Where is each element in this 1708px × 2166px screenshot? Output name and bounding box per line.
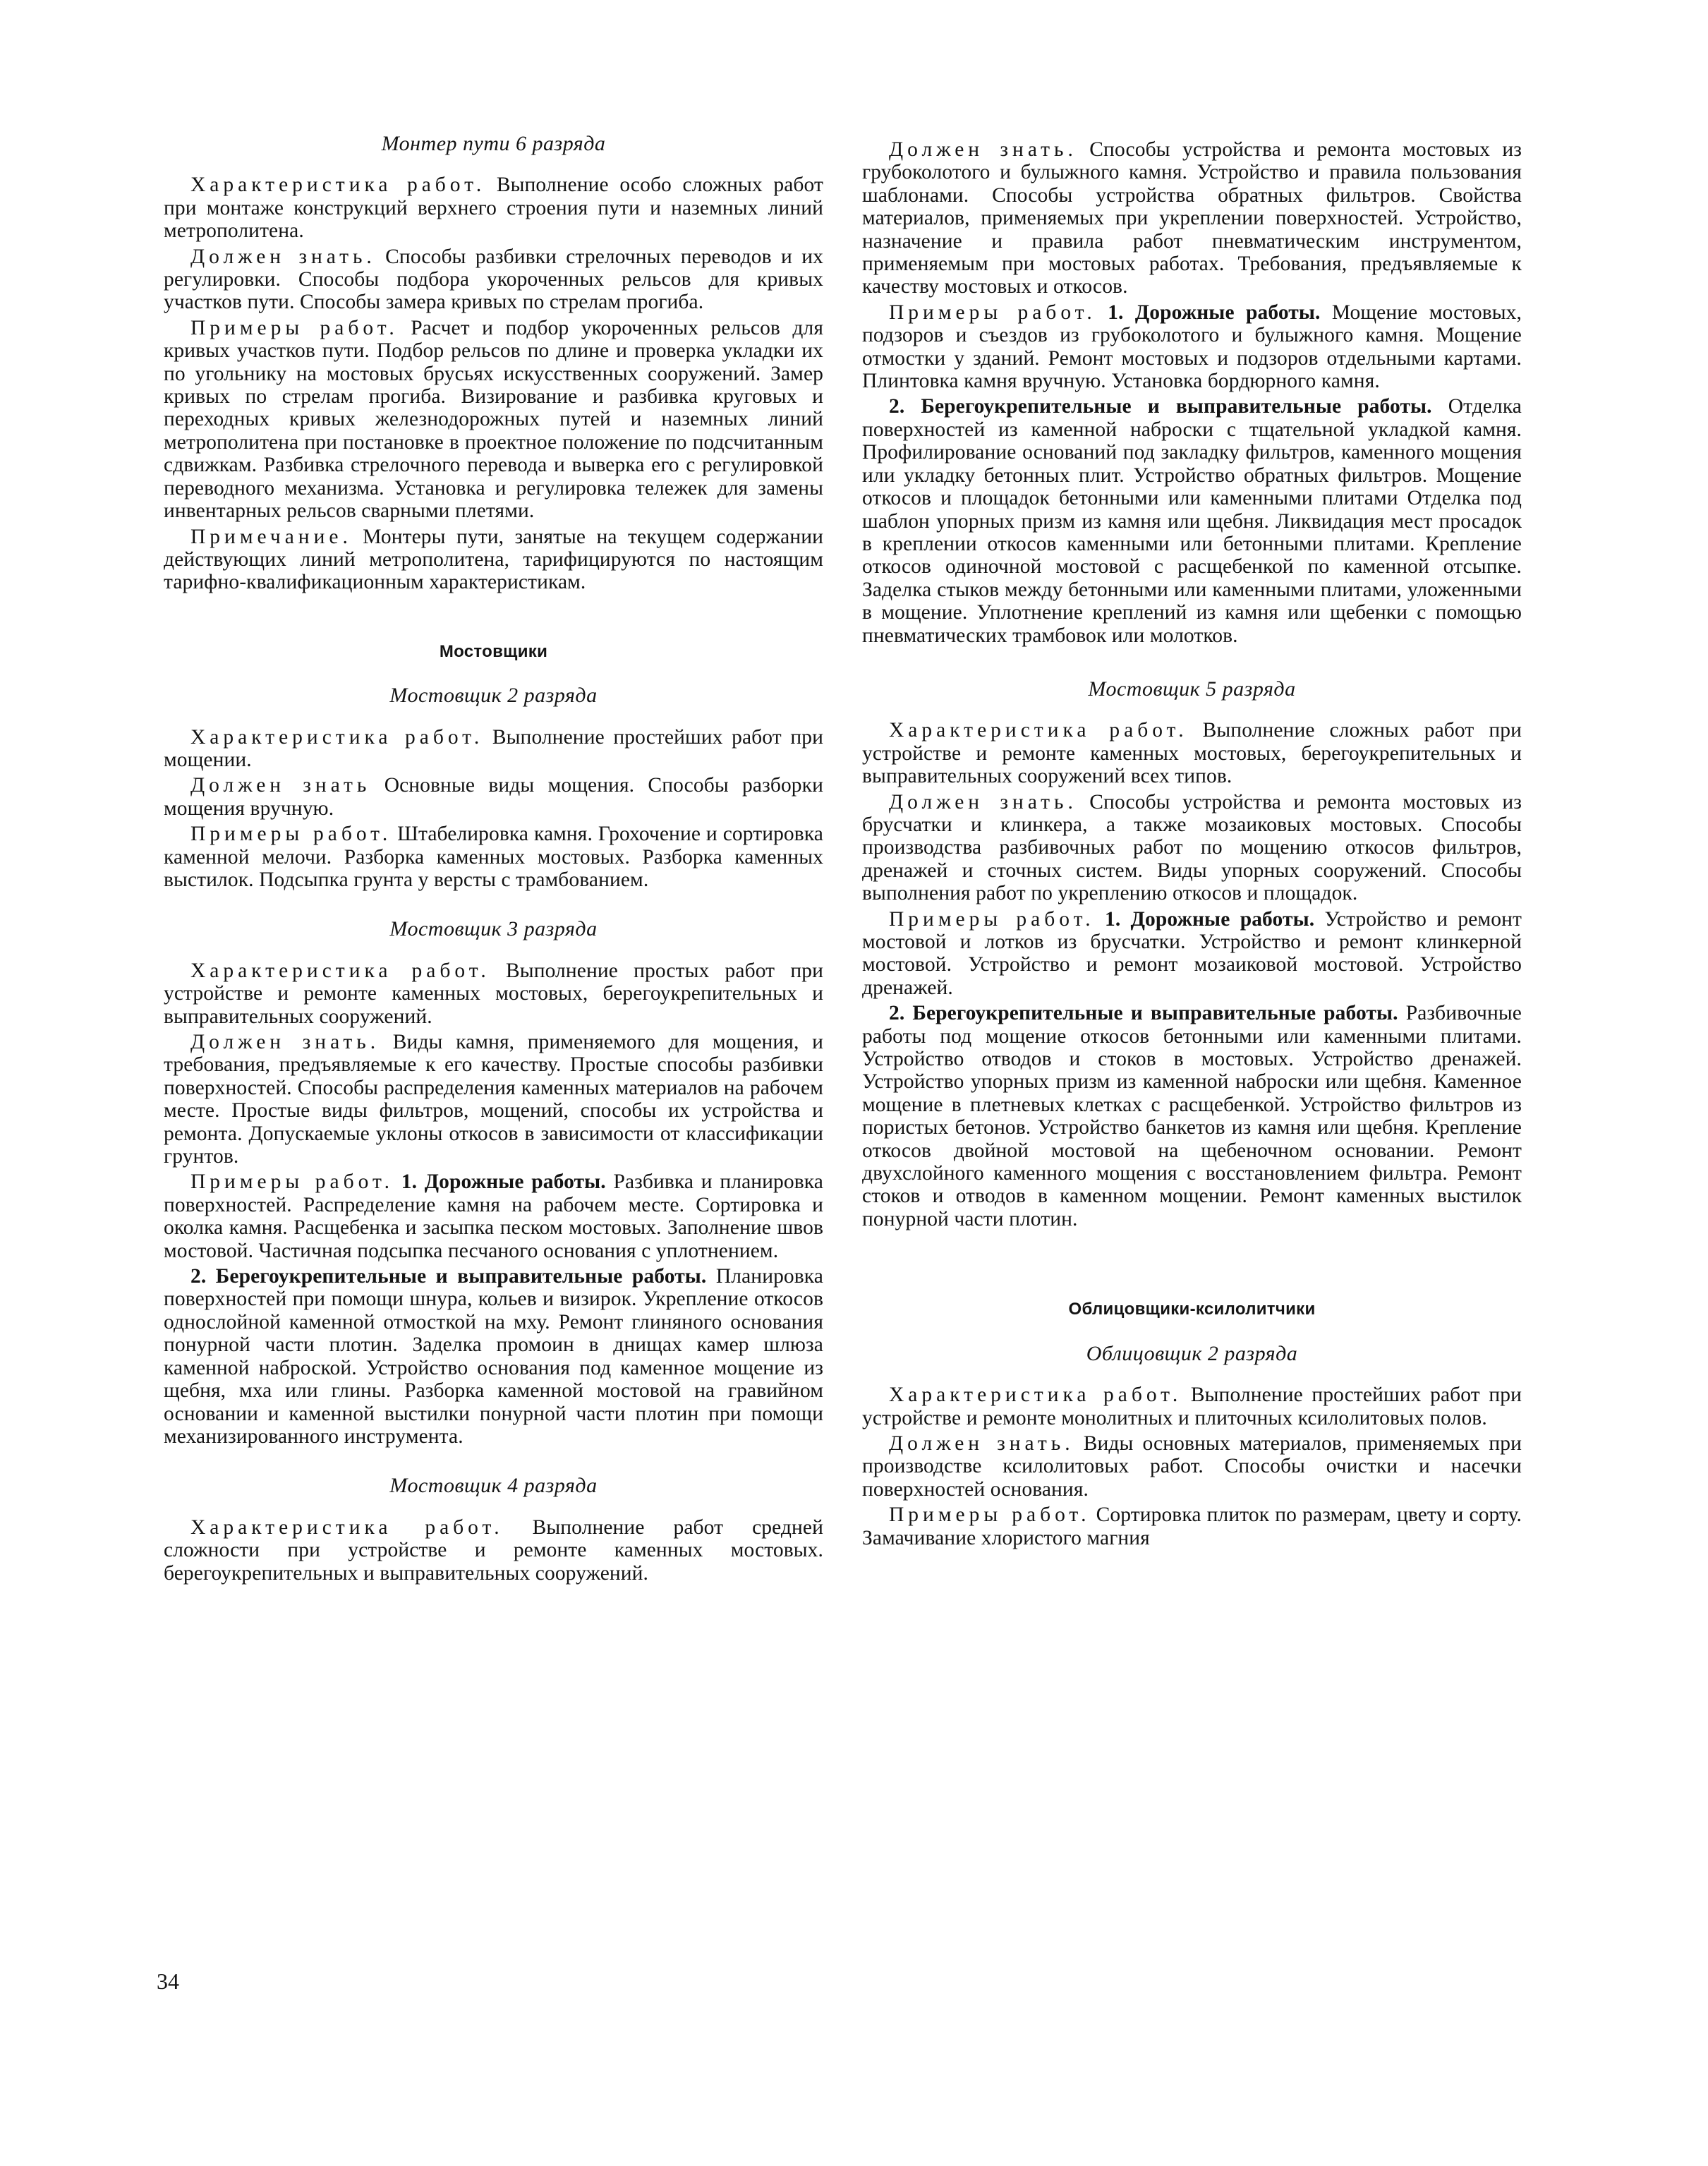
- paragraph: [164, 774, 823, 820]
- paragraph-text: Выполнение особо сложных работ при монтаже конструкций верхнего строения пути и наземных линий метрополитена.: [164, 174, 823, 243]
- right-column: [862, 138, 1522, 1549]
- term-label: Характеристика работ.: [190, 174, 486, 197]
- left-column: [164, 133, 823, 1585]
- term-label: Должен знать.: [889, 138, 1077, 161]
- subheading-most-2: Мостовщик 2 разряда: [389, 684, 598, 708]
- page-number: 34: [157, 1968, 179, 1994]
- paragraph-text: Разбивочные работы под мощение откосов бетонными или каменными плитами. Устройство отводов и стоков в мостовых. Устройство дренажей. Устройство упорных призм из каменной наброски или щебня. Каменное мощение в плетневых клетках с расщебенкой. Устройство фильтров из пористых бетонов. Устройство банкетов из камня или щебня. Крепление откосов двойной мостовой на щебеночном основании. Ремонт двухслойного каменного мощения с восстановлением фильтра. Ремонт стоков и отводов в каменном мощении. Ремонт каменных выстилок понурной части плотин.: [862, 1002, 1522, 1230]
- paragraph-text: Монтеры пути, занятые на текущем содержании действующих линий метрополитена, тарифицируются по настоящим тарифно-квалификационным характеристикам.: [164, 525, 823, 594]
- term-label: Должен знать.: [190, 1031, 380, 1053]
- paragraph: [164, 823, 823, 891]
- term-label: Характеристика работ.: [889, 1384, 1182, 1407]
- paragraph: [862, 1504, 1522, 1549]
- paragraph: [164, 960, 823, 1028]
- paragraph-text: Выполнение сложных работ при устройстве и ремонте каменных мостовых, берегоукрепительных и выправительных сооружений всех типов.: [862, 719, 1522, 788]
- bold-label: 1. Дорожные работы.: [1104, 907, 1315, 931]
- term-label: Характеристика работ.: [190, 725, 484, 749]
- bold-label: 2. Берегоукрепительные и выправительные работы.: [889, 1002, 1398, 1025]
- term-label: Примеры работ.: [889, 301, 1096, 324]
- paragraph-text: Расчет и подбор укороченных рельсов для кривых участков пути. Подбор рельсов по длине и проверка укладки их по угольнику на мостовых брусьях искусственных сооружений. Замер кривых по стрелам прогиба. Визирование и разбивка круговых и переходных кривых железнодорожных путей и наземных линий метрополитена при постановке в проектное положение по подсчитанным сдвижкам. Разбивка стрелочного перевода и выверка его с регулировкой переводного механизма. Установка и регулировка тележек для замены инвентарных рельсов сварными плетями.: [164, 316, 824, 523]
- term-label: Примеры работ.: [190, 316, 399, 339]
- paragraph: [862, 791, 1522, 905]
- paragraph-text: Штабелировка камня. Грохочение и сортировка каменной мелочи. Разборка каменных мостовых. Разборка каменных выстилок. Подсыпка грунта у версты с трамбованием.: [164, 823, 823, 891]
- subheading-most-4: Мостовщик 4 разряда: [389, 1474, 598, 1498]
- subheading-most-5: Мостовщик 5 разряда: [1088, 677, 1296, 701]
- paragraph: [164, 526, 823, 594]
- term-label: Примечание.: [190, 525, 352, 548]
- paragraph-text: Сортировка плиток по размерам, цвету и сорту. Замачивание хлористого магния: [862, 1504, 1522, 1549]
- paragraph: [164, 317, 823, 523]
- subheading-montazh-6: Монтер пути 6 разряда: [381, 132, 606, 155]
- bold-label: 1. Дорожные работы.: [401, 1170, 606, 1194]
- paragraph-text: Разбивка и планировка поверхностей. Распределение камня на рабочем месте. Сортировка и околка камня. Расщебенка и засыпка песком мостовых. Заполнение швов мостовой. Частичная подсыпка песчаного основания с уплотнением.: [164, 1170, 823, 1262]
- subheading-obl-2: Облицовщик 2 разряда: [1086, 1341, 1298, 1365]
- paragraph-text: Мощение мостовых, подзоров и съездов из грубоколотого и булыжного камня. Мощение отмостки у зданий. Ремонт мостовых и подзоров отдельными картами. Плинтовка камня вручную. Установка бордюрного камня.: [862, 301, 1522, 393]
- paragraph: [164, 1031, 823, 1168]
- paragraph: [862, 719, 1522, 787]
- term-label: Примеры работ.: [889, 1504, 1091, 1527]
- paragraph: [164, 246, 823, 314]
- paragraph: [862, 395, 1522, 646]
- bold-label: 2. Берегоукрепительные и выправительные работы.: [190, 1265, 707, 1288]
- paragraph: [862, 301, 1522, 393]
- section-heading-oblitsovshchiki: Облицовщики-ксилолитчики: [1068, 1300, 1316, 1319]
- bold-label: 2. Берегоукрепительные и выправительные работы.: [889, 395, 1432, 418]
- paragraph-text: Виды основных материалов, применяемых при производстве ксилолитовых работ. Способы очистки и насечки поверхностей основания.: [862, 1432, 1522, 1501]
- paragraph: [164, 726, 823, 772]
- paragraph: [164, 1265, 823, 1448]
- paragraph: [862, 908, 1522, 1000]
- paragraph: [862, 1002, 1522, 1230]
- term-label: Должен знать.: [889, 790, 1077, 813]
- paragraph-text: Выполнение простейших работ при мощении.: [164, 725, 823, 771]
- section-heading-mostovshchiki: Мостовщики: [439, 641, 548, 661]
- term-label: Примеры работ.: [889, 907, 1095, 931]
- term-label: Должен знать: [190, 774, 371, 797]
- paragraph: [164, 174, 823, 242]
- paragraph: [164, 1170, 823, 1262]
- paragraph-text: Устройство и ремонт мостовой и лотков из брусчатки. Устройство и ремонт клинкерной мостовой. Устройство и ремонт мозаиковой мостовой. Устройство дренажей.: [862, 907, 1522, 999]
- paragraph-text: Выполнение простейших работ при устройстве и ремонте монолитных и плиточных ксилолитовых полов.: [862, 1384, 1522, 1429]
- paragraph: [164, 1516, 823, 1585]
- term-label: Должен знать.: [889, 1432, 1074, 1455]
- paragraph: [862, 138, 1522, 298]
- paragraph: [862, 1432, 1522, 1501]
- term-label: Примеры работ.: [190, 823, 392, 846]
- paragraph-text: Виды камня, применяемого для мощения, и требования, предъявляемые к его качеству. Простые способы разбивки поверхностей. Способы распределения каменных материалов на рабочем месте. Простые виды фильтров, мощений, способы их устройства и ремонта. Допускаемые уклоны откосов в зависимости от классификации грунтов.: [164, 1031, 823, 1168]
- paragraph-text: Выполнение работ средней сложности при устройстве и ремонте каменных мостовых. берегоукрепительных и выправительных сооружений.: [164, 1515, 823, 1585]
- paragraph-text: Отделка поверхностей из каменной наброски с тщательной укладкой камня. Профилирование оснований под закладку фильтров, каменного мощения или укладку бетонных плит. Устройство обратных фильтров. Мощение откосов и площадок бетонными или каменными плитами Отделка под шаблон упорных призм из камня или щебня. Ликвидация мест просадок в креплении откосов каменными или бетонными плитами. Крепление откосов одиночной мостовой с расщебенкой по каменной отсыпке. Заделка стыков между бетонными или каменными плитами, уложенными в мощение. Уплотнение креплений из камня или щебенки с помощью пневматических трамбовок или молотков.: [862, 395, 1522, 647]
- paragraph-text: Способы разбивки стрелочных переводов и их регулировки. Способы подбора укороченных рельсов для кривых участков пути. Способы замера кривых по стрелам прогиба.: [164, 245, 823, 314]
- term-label: Характеристика работ.: [190, 959, 490, 982]
- term-label: Характеристика работ.: [190, 1515, 504, 1539]
- term-label: Характеристика работ.: [889, 719, 1188, 742]
- paragraph-text: Планировка поверхностей при помощи шнура, кольев и визирок. Укрепление откосов однослойной каменной отмосткой на мху. Ремонт глиняного основания понурной части плотин. Заделка промоин в днищах камер шлюза каменной наброской. Устройство основания под каменное мощение из щебня, мха или глины. Разборка каменной мостовой на гравийном основании и каменной выстилки понурной части плотин при помощи механизированного инструмента.: [164, 1265, 823, 1448]
- paragraph-text: Выполнение простых работ при устройстве и ремонте каменных мостовых, берегоукрепительных и выправительных сооружений.: [164, 959, 823, 1028]
- paragraph-text: Способы устройства и ремонта мостовых из грубоколотого и булыжного камня. Устройство и правила пользования шаблонами. Способы устройства обратных фильтров. Свойства материалов, применяемых при укреплении поверхностей. Устройство, назначение и правила работ пневматическим инструментом, применяемым при мостовых работах. Требования, предъявляемые к качеству мостовых и откосов.: [862, 138, 1522, 298]
- term-label: Должен знать.: [190, 245, 376, 268]
- paragraph-text: Основные виды мощения. Способы разборки мощения вручную.: [164, 774, 823, 820]
- subheading-most-3: Мостовщик 3 разряда: [389, 917, 598, 941]
- bold-label: 1. Дорожные работы.: [1108, 301, 1321, 324]
- paragraph-text: Способы устройства и ремонта мостовых из брусчатки и клинкера, а также мозаиковых мостовых. Способы производства разбивочных работ по мощению откосов фильтров, дренажей и сточных систем. Виды упорных сооружений. Способы выполнения работ по укреплению откосов и площадок.: [862, 790, 1522, 905]
- paragraph: [862, 1384, 1522, 1429]
- term-label: Примеры работ.: [190, 1170, 394, 1194]
